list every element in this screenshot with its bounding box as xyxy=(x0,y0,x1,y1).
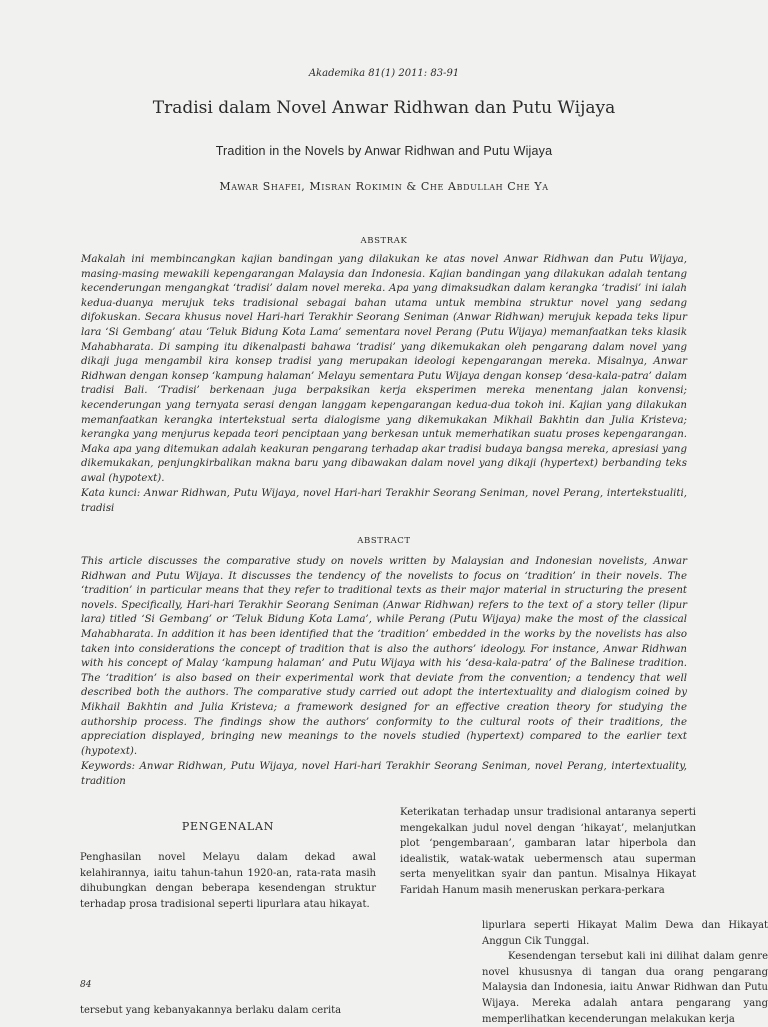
page-number: 84 xyxy=(80,980,92,990)
paper-title: Tradisi dalam Novel Anwar Ridhwan dan Putu Wijaya xyxy=(152,98,616,118)
abstrak-heading: ABSTRAK xyxy=(360,236,408,246)
bottom-left-text: tersebut yang kebanyakannya berlaku dalam cerita xyxy=(80,1005,342,1016)
paper-subtitle: Tradition in the Novels by Anwar Ridhwan and Putu Wijaya xyxy=(215,144,553,158)
abstract-heading: ABSTRACT xyxy=(357,536,411,546)
intro-paragraph-right-continued xyxy=(482,918,768,1027)
kata-kunci: Kata kunci: Anwar Ridhwan, Putu Wijaya, novel Hari-hari Terakhir Seorang Seniman, novel Perang, intertekstualiti, tradisi xyxy=(81,488,687,514)
paragraph-next: Kesendengan tersebut kali ini dilihat dalam genre novel khususnya di tangan dua orang pengarang Malaysia dan Indonesia, iaitu Anwar Ridhwan dan Putu Wijaya. Mereka adalah antara pengarang yang memperlihatkan kecenderungan melakukan kerja xyxy=(482,951,768,1025)
section-heading: PENGENALAN xyxy=(181,820,275,833)
author-list: Mawar Shafei, Misran Rokimin & Che Abdullah Che Ya xyxy=(219,180,549,193)
intro-paragraph-left: Penghasilan novel Melayu dalam dekad awal kelahirannya, iaitu tahun-tahun 1920-an, rata-rata masih dihubungkan dengan beberapa kesendengan struktur terhadap prosa tradisional seperti lipurlara atau hikayat. xyxy=(80,852,376,910)
intro-paragraph-right: Keterikatan terhadap unsur tradisional antaranya seperti mengekalkan judul novel dengan ‘hikayat’, melanjutkan plot ‘pengembaraan’, gambaran latar hiperbola dan idealistik, watak-watak uebermensch atau superman serta menyelitkan syair dan pantun. Misalnya Hikayat Faridah Hanum masih meneruskan perkara-perkara xyxy=(400,807,696,896)
keywords: Keywords: Anwar Ridhwan, Putu Wijaya, novel Hari-hari Terakhir Seorang Seniman, novel Perang, intertextuality, tradition xyxy=(81,761,687,787)
journal-citation: Akademika 81(1) 2011: 83-91 xyxy=(308,68,460,79)
abstract-body: This article discusses the comparative study on novels written by Malaysian and Indonesian novelists, Anwar Ridhwan and Putu Wijaya. It discusses the tendency of the novelists to focus on ‘tradition’ in their novels. The ‘tradition’ in particular means that they refer to traditional texts as their major material in structuring the present novels. Specifically, Hari-hari Terakhir Seorang Seniman (Anwar Ridhwan) refers to the text of a story teller (lipur lara) titled ‘Si Gembang’ or ‘Teluk Bidung Kota Lama’, while Perang (Putu Wijaya) make the most of the classical Mahabharata. In addition it has been identified that the ‘tradition’ embedded in the works by the novelists has also taken into considerations the concept of tradition that is also the authors’ ideology. For instance, Anwar Ridhwan with his concept of Malay ‘kampung halaman’ and Putu Wijaya with his ‘desa-kala-patra’ of the Balinese tradition. The ‘tradition’ is also based on their experimental work that deviate from the convention; a tendency that well described both the authors. The comparative study carried out adopt the intertextuality and dialogism coined by Mikhail Bakhtin and Julia Kristeva; a framework designed for an effective creation theory for studying the authorship process. The findings show the authors’ conformity to the cultural roots of their traditions, the appreciation displayed, bringing new meanings to the novels studied (hypertext) compared to the earlier text (hypotext). xyxy=(81,556,687,757)
paragraph-continuation: lipurlara seperti Hikayat Malim Dewa dan Hikayat Anggun Cik Tunggal. xyxy=(482,920,768,947)
abstrak-body: Makalah ini membincangkan kajian bandingan yang dilakukan ke atas novel Anwar Ridhwan dan Putu Wijaya, masing-masing mewakili kepengarangan Malaysia dan Indonesia. Kajian bandingan yang dilakukan adalah tentang kecenderungan mengangkat ‘tradisi’ dalam novel mereka. Apa yang dimaksudkan dalam kerangka ‘tradisi’ ini ialah kedua-duanya merujuk teks tradisional sebagai bahan utama untuk membina struktur novel yang sedang difokuskan. Secara khusus novel Hari-hari Terakhir Seorang Seniman (Anwar Ridhwan) merujuk kepada teks lipur lara ‘Si Gembang’ atau ‘Teluk Bidung Kota Lama’ sementara novel Perang (Putu Wijaya) memanfaatkan teks klasik Mahabharata. Di samping itu dikenalpasti bahawa ‘tradisi’ yang dikemukakan oleh pengarang dalam novel yang dikaji juga mengambil kira konsep tradisi yang merupakan ideologi kepengarangan mereka. Misalnya, Anwar Ridhwan dengan konsep ‘kampung halaman’ Melayu sementara Putu Wijaya dengan konsep ‘desa-kala-patra’ dalam tradisi Bali. ‘Tradisi’ berkenaan juga berpaksikan kerja eksperimen mereka menentang jalan konvensi; kecenderungan yang ternyata serasi dengan langgam kepengarangan kedua-dua tokoh ini. Kajian yang dilakukan memanfaatkan kerangka intertekstual serta dialogisme yang dikemukakan Mikhail Bakhtin dan Julia Kristeva; kerangka yang menjurus kepada teori penciptaan yang berkesan untuk memerhatikan suatu proses kepengarangan. Maka apa yang ditemukan adalah keakuran pengarang terhadap akar tradisi budaya bangsa mereka, apresiasi yang dikemukakan, penjungkirbalikan makna baru yang dibawakan dalam novel yang dikaji (hypertext) berbanding teks awal (hypotext). xyxy=(81,254,687,484)
